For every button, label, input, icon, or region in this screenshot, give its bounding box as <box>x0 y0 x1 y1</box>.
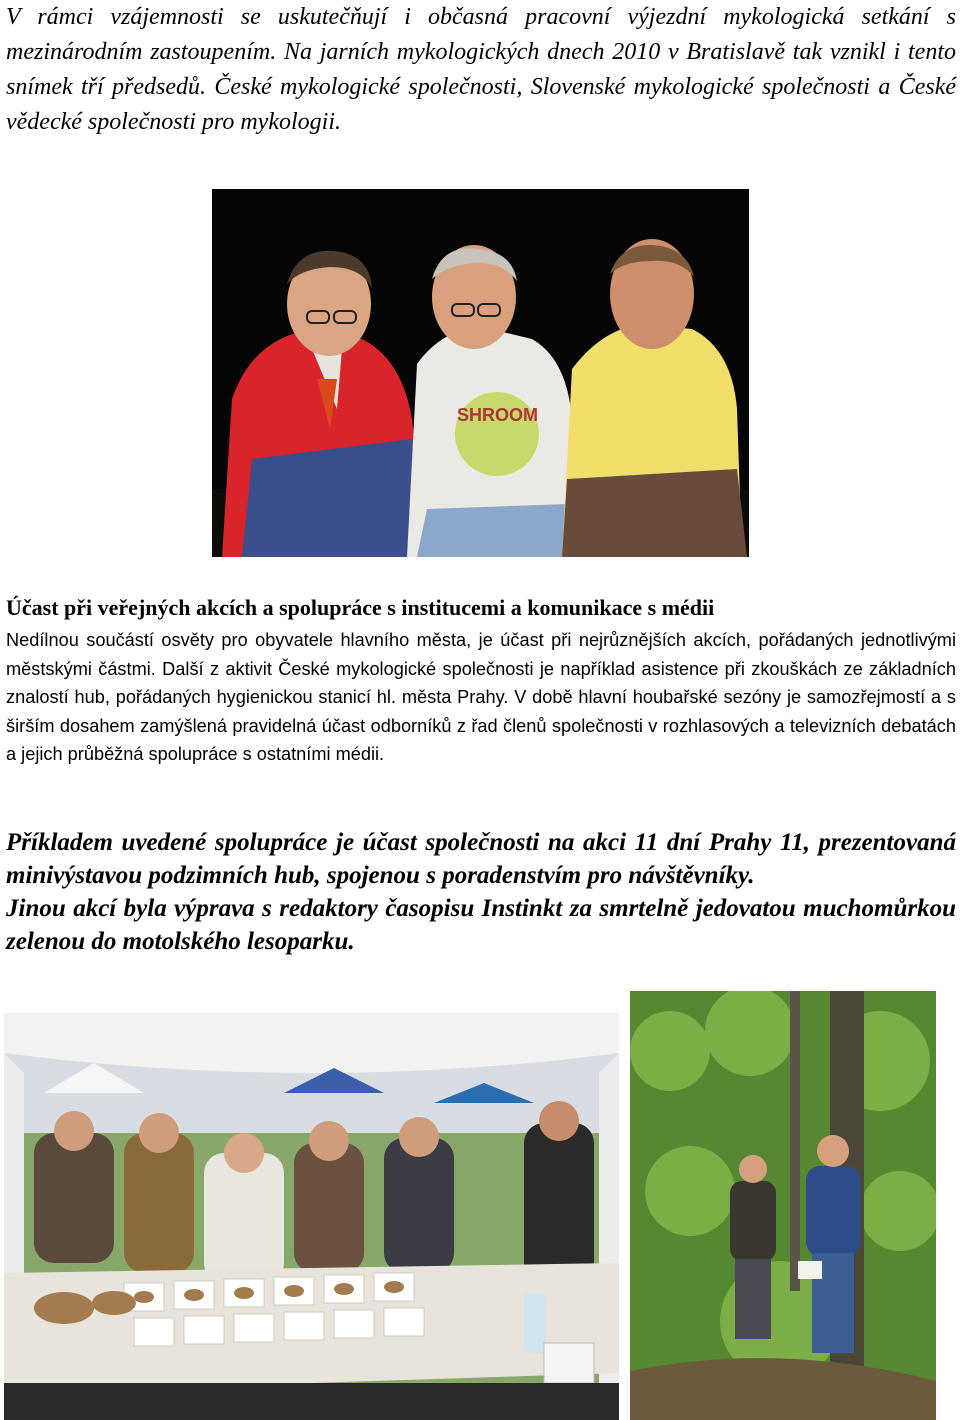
section-title: Účast při veřejných akcích a spolupráce s institucemi a komunikace s médii <box>6 595 715 620</box>
intro-paragraph: V rámci vzájemnosti se uskutečňují i občasná pracovní výjezdní mykologická setkání s mezinárodním zastoupením. Na jarních mykologických dnech 2010 v Bratislavě tak vznikl i tento snímek tří předsedů. České mykologické společnosti, Slovenské mykologické společnosti a České vědecké společnosti pro mykologii. <box>6 4 956 135</box>
photo-forest-motol <box>630 991 936 1420</box>
photo-mushroom-exhibition <box>4 1013 619 1420</box>
example-paragraph-2: Jinou akcí byla výprava s redaktory časopisu Instinkt za smrtelně jedovatou muchomůrkou zelenou do motolského lesoparku. <box>6 895 956 955</box>
example-paragraph-1: Příkladem uvedené spolupráce je účast společnosti na akci 11 dní Prahy 11, prezentovaná minivýstavou podzimních hub, spojenou s poradenstvím pro návštěvníky. <box>6 829 956 889</box>
photo-three-chairmen <box>212 189 749 557</box>
section-body: Nedílnou součástí osvěty pro obyvatele hlavního města, je účast při nejrůznějších akcích, pořádaných jednotlivými městskými částmi. Další z aktivit České mykologické společnosti je například asistence při zkouškách ze základních znalostí hub, pořádaných hygienickou stanicí hl. města Prahy. V době hlavní houbařské sezóny je samozřejmostí a s širším dosahem zamýšlená pravidelná účast odborníků z řad členů společnosti v rozhlasových a televizních debatách a jejich průběžná spolupráce s ostatními médii. <box>6 630 956 765</box>
example-block <box>6 826 956 958</box>
shirt-logo-text: SHROOM <box>457 405 538 425</box>
